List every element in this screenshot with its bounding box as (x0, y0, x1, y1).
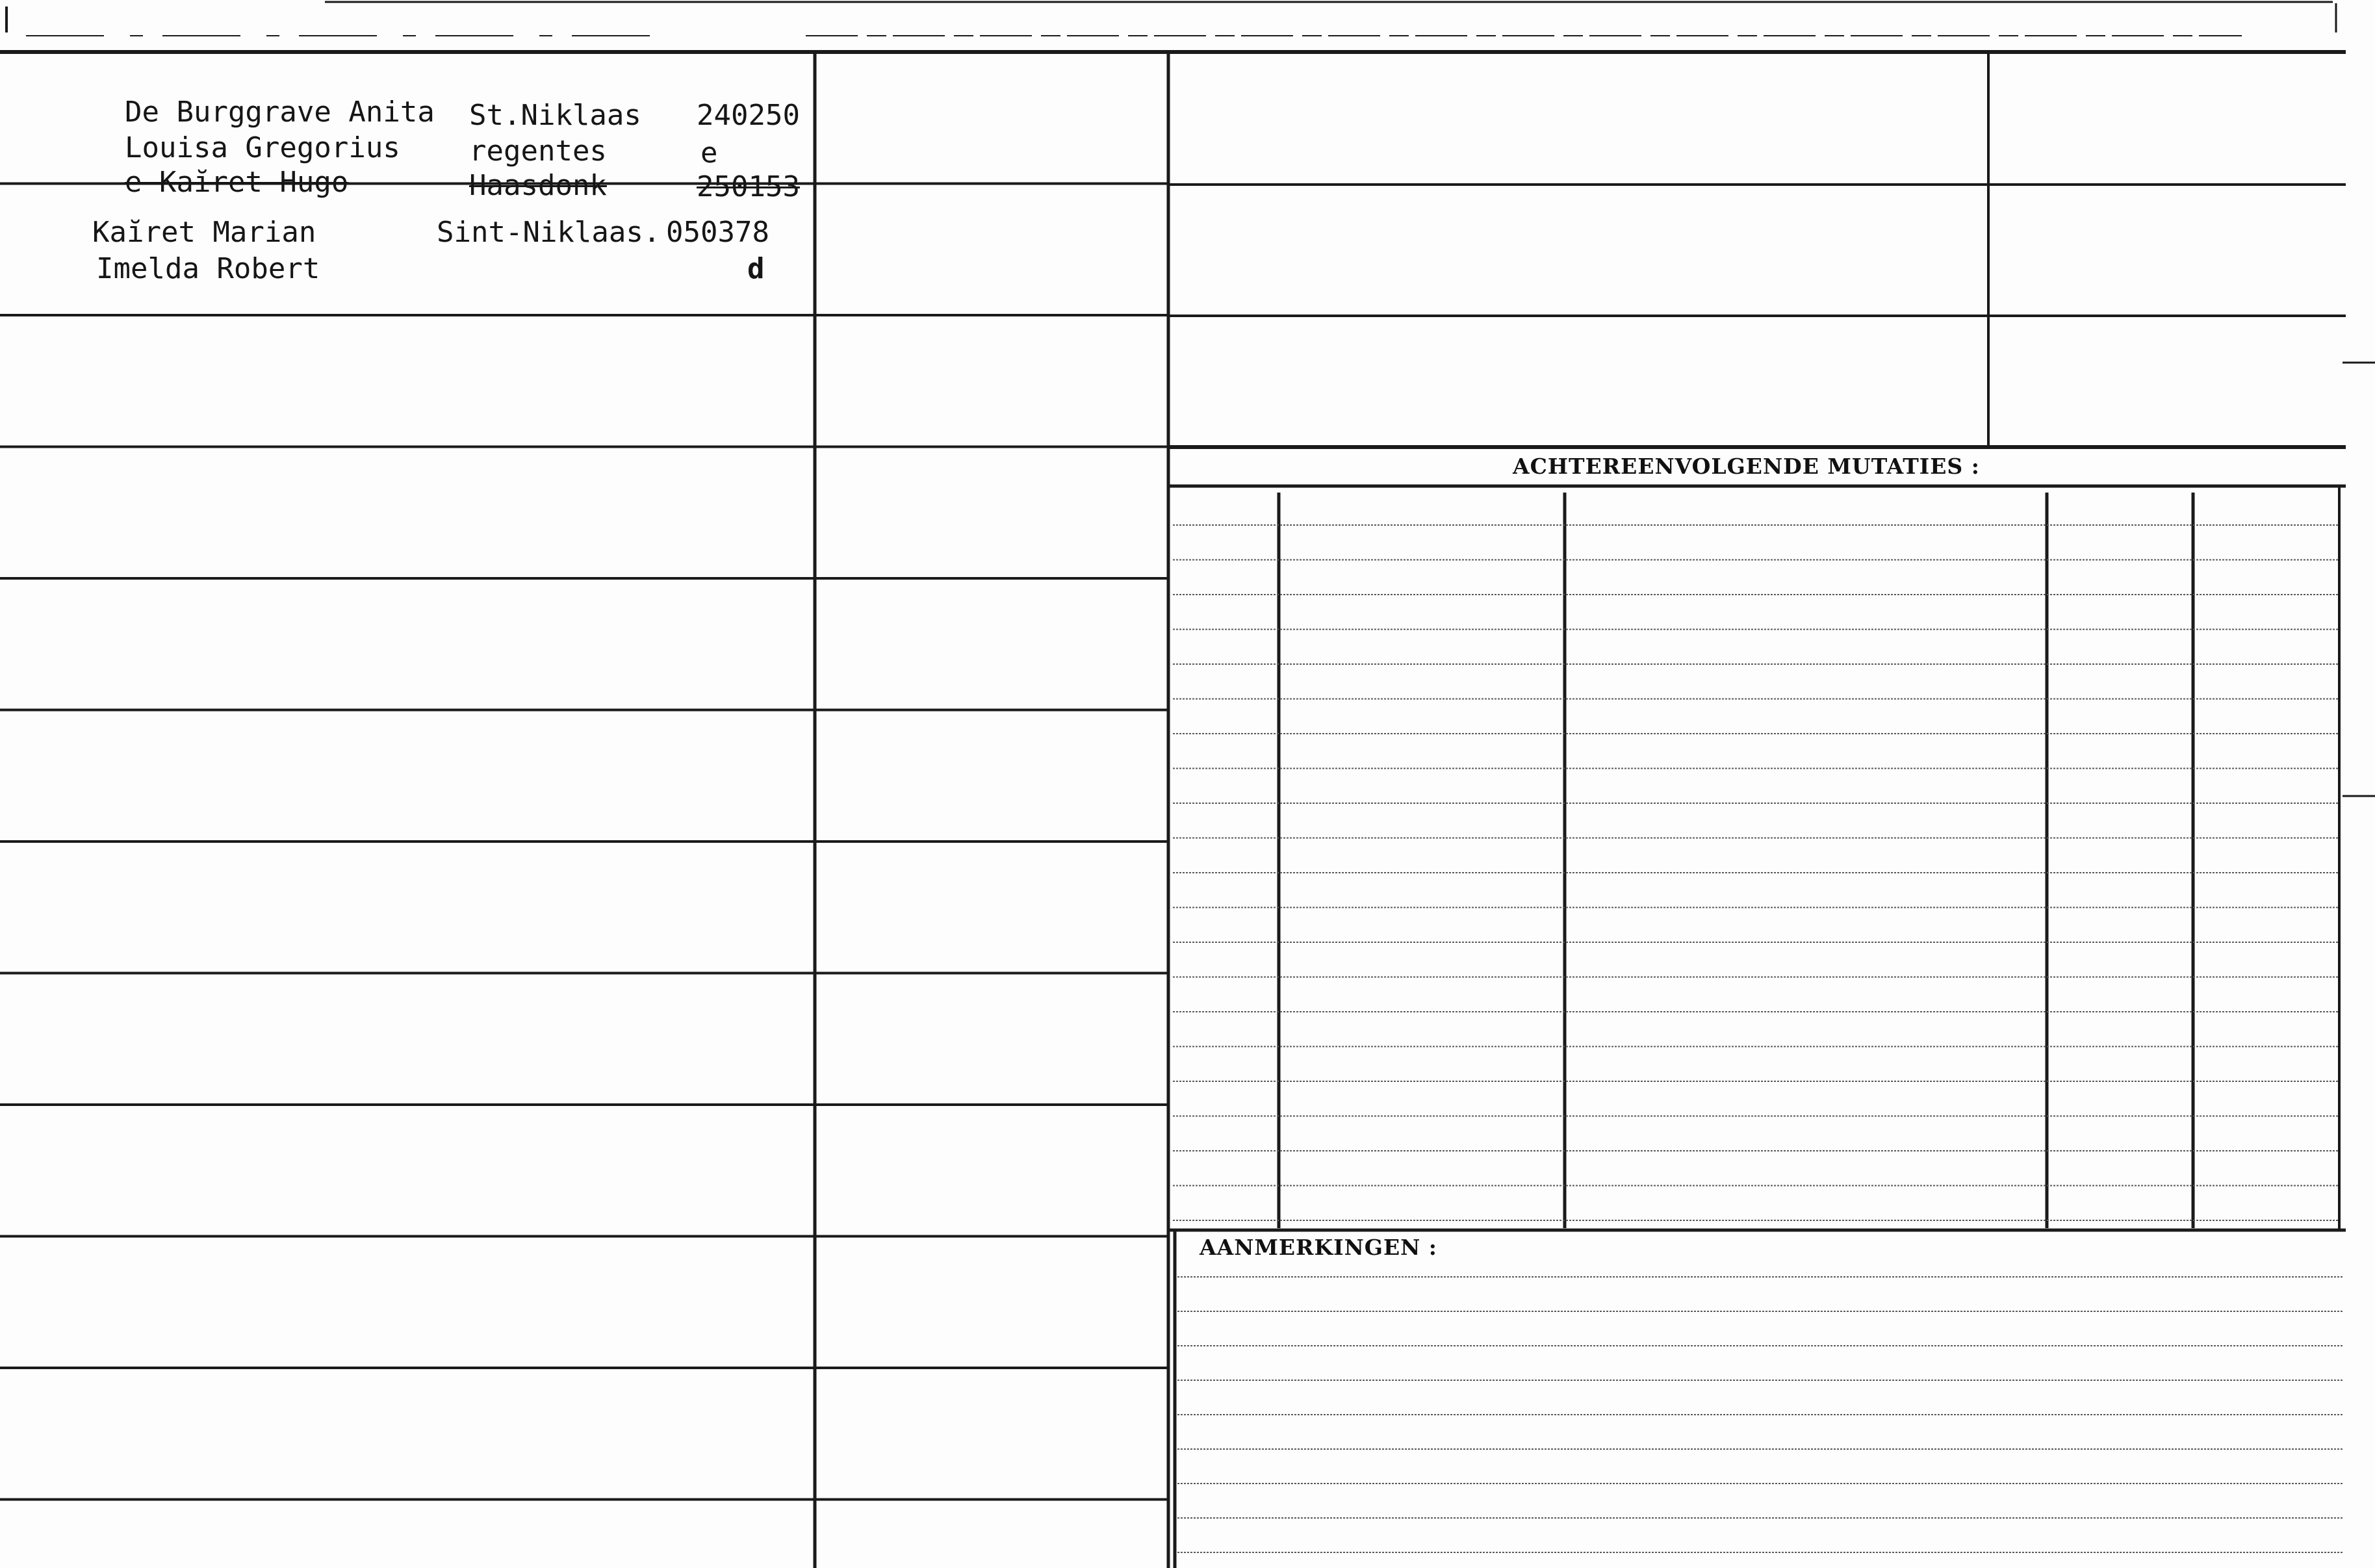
entry-1-place-line-1: St.Niklaas (469, 99, 641, 132)
mutations-heading: ACHTEREENVOLGENDE MUTATIES : (1508, 454, 1985, 479)
entry-1-place-line-3: Haasdonk (469, 169, 607, 202)
top-border (0, 2, 2346, 52)
remarks-heading: AANMERKINGEN : (1194, 1235, 1443, 1260)
entry-1-date-line-1: 240250 (697, 99, 800, 132)
entry-2-date-line-2: d (747, 252, 765, 285)
left-column-dividers (815, 52, 1168, 1568)
entry-1-date-line-2: e (700, 136, 718, 170)
entry-2-place-line-1: Sint-Niklaas. (437, 216, 661, 249)
entry-1-name-line-3: e Kaĭret Hugo (125, 166, 349, 199)
entry-1-name-line-1: De Burggrave Anita (125, 96, 435, 129)
entry-1-date-line-3: 250153 (697, 170, 800, 203)
entry-2-name-line-1: Kaĭret Marian (92, 216, 316, 249)
left-row-rules (0, 184, 1168, 1500)
mutations-row-rules (1173, 525, 2339, 1220)
entry-2-name-line-2: Imelda Robert (96, 252, 320, 285)
entry-1-place-line-2: regentes (469, 135, 607, 168)
mutations-table (1168, 486, 2346, 1230)
entry-2-date-line-1: 050378 (666, 216, 769, 249)
entry-1-name-line-2: Louisa Gregorius (125, 131, 400, 164)
remarks-rules (1177, 1277, 2343, 1552)
